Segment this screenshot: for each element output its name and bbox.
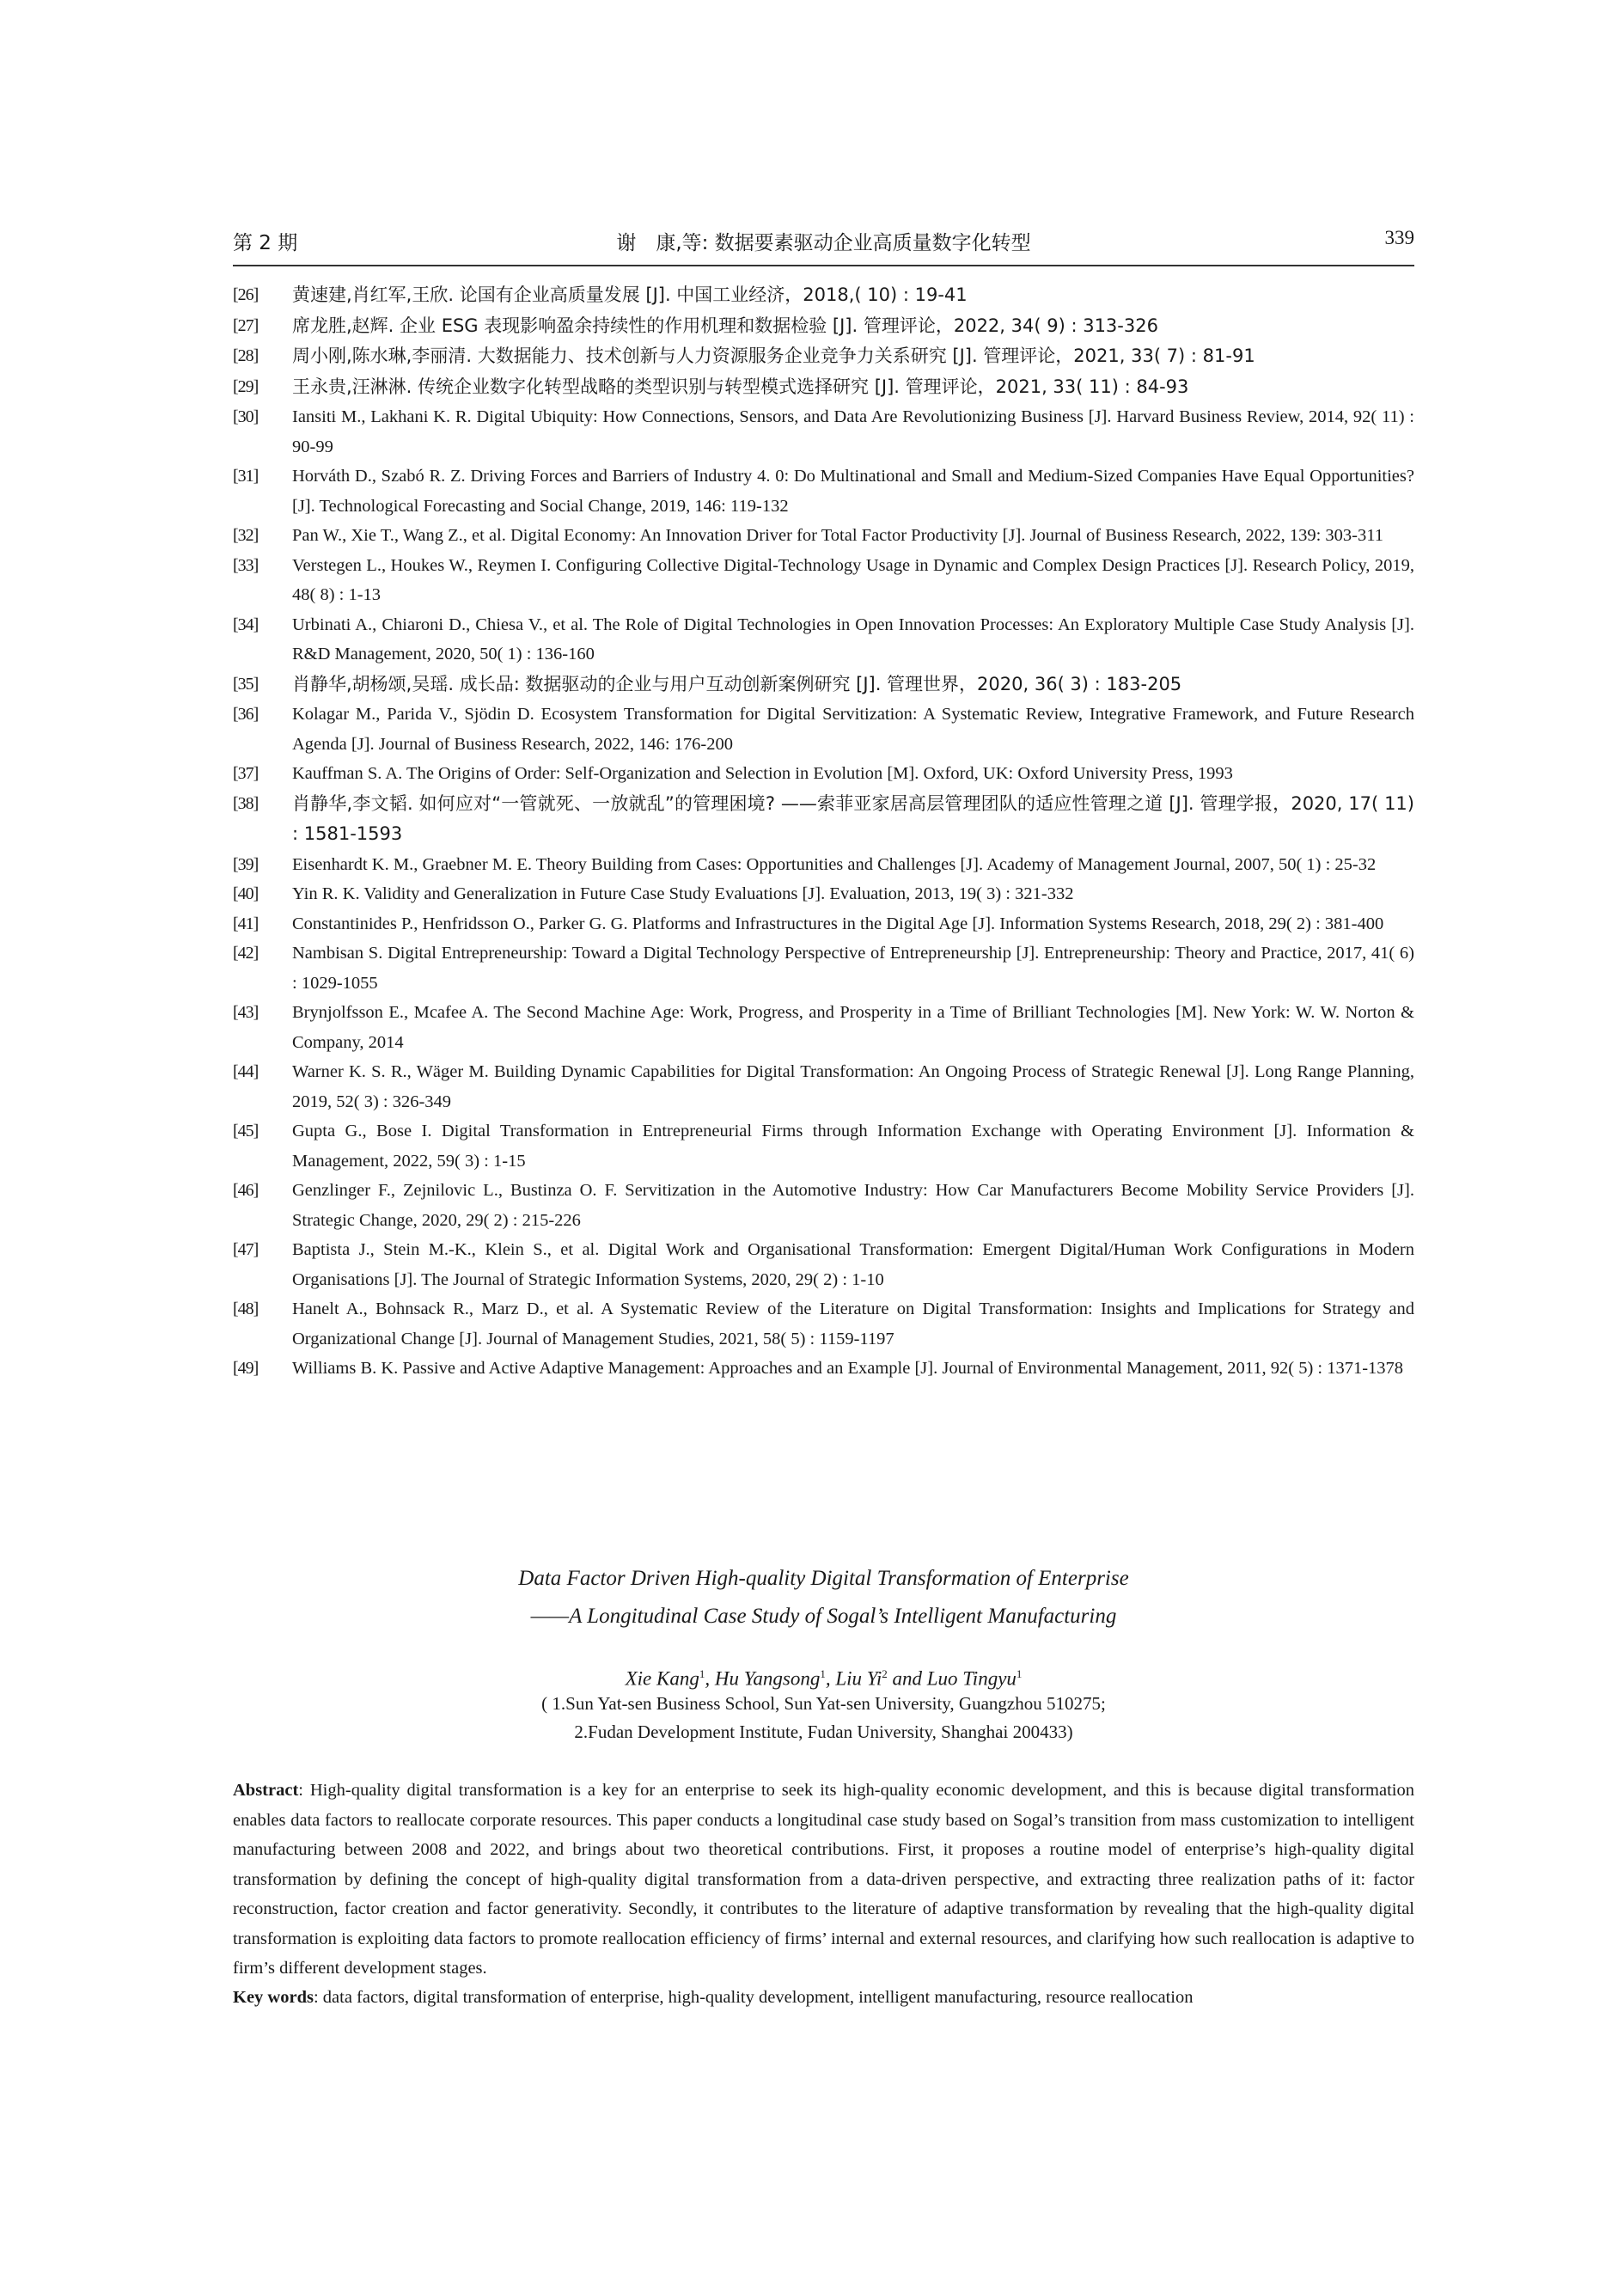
- reference-text: Genzlinger F., Zejnilovic L., Bustinza O. F. Servitization in the Automotive Industry: How Car Manufacturers Become Mobility Service Providers [J]. Strategic Change, 2020, 29( 2) : 215-226: [292, 1181, 1414, 1230]
- keywords: [233, 1983, 1414, 2013]
- reference-item: [233, 402, 1414, 462]
- reference-item: [233, 280, 1414, 311]
- reference-item: [233, 311, 1414, 342]
- reference-text: Pan W., Xie T., Wang Z., et al. Digital Economy: An Innovation Driver for Total Factor Productivity [J]. Journal of Business Research, 2022, 139: 303-311: [292, 526, 1383, 545]
- reference-text: Brynjolfsson E., Mcafee A. The Second Machine Age: Work, Progress, and Prosperity in a Time of Brilliant Technologies [M]. New York: W. W. Norton & Company, 2014: [292, 1003, 1414, 1052]
- reference-item: [233, 909, 1414, 939]
- reference-item: [233, 462, 1414, 521]
- reference-number: [40]: [233, 884, 259, 903]
- reference-text: Horváth D., Szabó R. Z. Driving Forces and Barriers of Industry 4. 0: Do Multinational and Small and Medium-Sized Companies Have Equal Opportunities? [J]. Technological Forecasting and Social Change, 2019, 146: 119-132: [292, 467, 1414, 516]
- affiliation-line-1: ( 1.Sun Yat-sen Business School, Sun Yat-sen University, Guangzhou 510275;: [541, 1693, 1106, 1714]
- abstract-text: High-quality digital transformation is a key for an enterprise to seek its high-quality economic development, and this is because digital transformation enables data factors to reallocate corporate resources. This paper conducts a longitudinal case study based on Sogal’s transition from mass customization to intelligent manufacturing between 2008 and 2022, and brings about two theoretical contributions. First, it proposes a routine model of enterprise’s high-quality digital transformation by defining the concept of high-quality digital transformation from a data-driven perspective, and extracting three realization paths of it: factor reconstruction, factor creation and factor generativity. Secondly, it contributes to the literature of adaptive transformation by revealing that the high-quality digital transformation is exploiting data factors to promote reallocation efficiency of firms’ internal and external resources, and clarifying how such reallocation is adaptive to firm’s different development stages.: [233, 1781, 1414, 1978]
- reference-text: Constantinides P., Henfridsson O., Parker G. G. Platforms and Infrastructures in the Digital Age [J]. Information Systems Research, 2018, 29( 2) : 381-400: [292, 914, 1384, 933]
- reference-number: [47]: [233, 1240, 259, 1259]
- reference-item: [233, 1235, 1414, 1294]
- issue-label: 第 2 期: [233, 232, 298, 254]
- reference-item: [233, 1116, 1414, 1176]
- reference-text: Iansiti M., Lakhani K. R. Digital Ubiquity: How Connections, Sensors, and Data Are Revolutionizing Business [J]. Harvard Business Review, 2014, 92( 11) : 90-99: [292, 407, 1414, 456]
- reference-item: [233, 521, 1414, 551]
- reference-number: [36]: [233, 705, 259, 724]
- reference-number: [42]: [233, 944, 259, 963]
- reference-text: Nambisan S. Digital Entrepreneurship: Toward a Digital Technology Perspective of Entrepreneurship [J]. Entrepreneurship: Theory and Practice, 2017, 41( 6) : 1029-1055: [292, 944, 1414, 993]
- reference-number: [38]: [233, 793, 259, 813]
- reference-item: [233, 551, 1414, 610]
- page-number: 339: [1384, 227, 1414, 248]
- reference-text: 席龙胜,赵辉. 企业 ESG 表现影响盈余持续性的作用机理和数据检验 [J]. 管理评论，2022, 34( 9) : 313-326: [292, 315, 1158, 336]
- keywords-text: data factors, digital transformation of enterprise, high-quality development, intelligent manufacturing, resource reallocation: [322, 1988, 1194, 2007]
- reference-number: [27]: [233, 315, 259, 335]
- reference-item: [233, 998, 1414, 1057]
- keywords-label: Key words: [233, 1988, 314, 2007]
- reference-text: Verstegen L., Houkes W., Reymen I. Configuring Collective Digital-Technology Usage in Dynamic and Complex Design Practices [J]. Research Policy, 2019, 48( 8) : 1-13: [292, 555, 1414, 604]
- reference-item: [233, 341, 1414, 372]
- reference-text: Eisenhardt K. M., Graebner M. E. Theory Building from Cases: Opportunities and Challenges [J]. Academy of Management Journal, 2007, 50( 1) : 25-32: [292, 854, 1377, 874]
- reference-number: [26]: [233, 285, 259, 304]
- reference-number: [30]: [233, 407, 259, 426]
- author-name: Hu Yangsong: [714, 1667, 821, 1690]
- abstract: [233, 1776, 1414, 1984]
- author-affiliation-mark: 1: [699, 1667, 705, 1680]
- author-separator: ,: [825, 1667, 836, 1690]
- reference-number: [29]: [233, 376, 259, 396]
- english-title-line-2: ——A Longitudinal Case Study of Sogal’s Intelligent Manufacturing: [530, 1605, 1117, 1628]
- reference-number: [48]: [233, 1299, 259, 1318]
- reference-text: Warner K. S. R., Wäger M. Building Dynamic Capabilities for Digital Transformation: An Ongoing Process of Strategic Renewal [J]. Long Range Planning, 2019, 52( 3) : 326-349: [292, 1062, 1414, 1111]
- reference-item: [233, 1354, 1414, 1384]
- affiliation-line-2: 2.Fudan Development Institute, Fudan University, Shanghai 200433): [574, 1721, 1073, 1742]
- reference-text: 黄速建,肖红军,王欣. 论国有企业高质量发展 [J]. 中国工业经济，2018,( 10) : 19-41: [292, 284, 968, 305]
- reference-number: [37]: [233, 764, 259, 783]
- reference-number: [39]: [233, 854, 259, 874]
- reference-text: Urbinati A., Chiaroni D., Chiesa V., et al. The Role of Digital Technologies in Open Innovation Processes: An Exploratory Multiple Case Study Analysis [J]. R&D Management, 2020, 50( 1) : 136-160: [292, 615, 1414, 664]
- reference-number: [35]: [233, 674, 259, 694]
- reference-number: [43]: [233, 1003, 259, 1022]
- page-header: [233, 222, 1414, 266]
- reference-text: 王永贵,汪淋淋. 传统企业数字化转型战略的类型识别与转型模式选择研究 [J]. 管理评论，2021, 33( 11) : 84-93: [292, 376, 1189, 397]
- reference-item: [233, 610, 1414, 670]
- affiliations: [233, 1690, 1414, 1746]
- reference-list: [233, 280, 1414, 1384]
- reference-item: [233, 939, 1414, 998]
- author-name: Luo Tingyu: [926, 1667, 1017, 1690]
- reference-item: [233, 789, 1414, 850]
- reference-number: [41]: [233, 914, 259, 933]
- reference-item: [233, 850, 1414, 880]
- reference-item: [233, 759, 1414, 789]
- reference-number: [45]: [233, 1122, 259, 1140]
- author-name: Xie Kang: [625, 1667, 699, 1690]
- reference-item: [233, 879, 1414, 909]
- reference-text: Williams B. K. Passive and Active Adaptive Management: Approaches and an Example [J]. Journal of Environmental Management, 2011, 92( 5) : 1371-1378: [292, 1359, 1404, 1378]
- author-separator: ,: [705, 1667, 715, 1690]
- author-affiliation-mark: 1: [1016, 1667, 1023, 1680]
- reference-text: 肖静华,胡杨颂,吴瑶. 成长品: 数据驱动的企业与用户互动创新案例研究 [J]. 管理世界，2020, 36( 3) : 183-205: [292, 673, 1182, 694]
- reference-text: 肖静华,李文韬. 如何应对“一管就死、一放就乱”的管理困境? ——索菲亚家居高层管理团队的适应性管理之道 [J]. 管理学报，2020, 17( 11) : 1581-1593: [292, 792, 1414, 844]
- reference-text: Yin R. K. Validity and Generalization in Future Case Study Evaluations [J]. Evaluation, 2013, 19( 3) : 321-332: [292, 884, 1074, 903]
- running-title: 谢 康,等: 数据要素驱动企业高质量数字化转型: [616, 232, 1031, 254]
- reference-item: [233, 670, 1414, 700]
- reference-number: [46]: [233, 1181, 259, 1200]
- author-affiliation-mark: 1: [820, 1667, 826, 1680]
- reference-item: [233, 1176, 1414, 1235]
- abstract-colon: :: [298, 1781, 310, 1800]
- english-title: [233, 1560, 1414, 1636]
- english-title-line-1: Data Factor Driven High-quality Digital Transformation of Enterprise: [518, 1567, 1129, 1590]
- reference-text: Kolagar M., Parida V., Sjödin D. Ecosystem Transformation for Digital Servitization: A Systematic Review, Integrative Framework, and Future Research Agenda [J]. Journal of Business Research, 2022, 146: 176-200: [292, 705, 1414, 754]
- author-name: Liu Yi: [835, 1667, 882, 1690]
- reference-text: Baptista J., Stein M.-K., Klein S., et al. Digital Work and Organisational Transformation: Emergent Digital/Human Work Configurations in Modern Organisations [J]. The Journal of Strategic Information Systems, 2020, 29( 2) : 1-10: [292, 1240, 1414, 1289]
- author-separator: and: [887, 1667, 927, 1690]
- reference-text: Hanelt A., Bohnsack R., Marz D., et al. A Systematic Review of the Literature on Digital Transformation: Insights and Implications for Strategy and Organizational Change [J]. Journal of Management Studies, 2021, 58( 5) : 1159-1197: [292, 1299, 1414, 1348]
- reference-item: [233, 1057, 1414, 1116]
- reference-number: [28]: [233, 346, 259, 365]
- reference-item: [233, 700, 1414, 759]
- reference-number: [31]: [233, 467, 259, 486]
- reference-text: 周小刚,陈水琳,李丽清. 大数据能力、技术创新与人力资源服务企业竞争力关系研究 [J]. 管理评论，2021, 33( 7) : 81-91: [292, 346, 1255, 366]
- reference-number: [32]: [233, 526, 259, 545]
- reference-number: [34]: [233, 615, 259, 634]
- author-affiliation-mark: 2: [882, 1667, 888, 1680]
- reference-number: [44]: [233, 1062, 259, 1081]
- reference-item: [233, 372, 1414, 403]
- reference-number: [33]: [233, 555, 259, 575]
- keywords-colon: :: [313, 1988, 323, 2007]
- reference-text: Gupta G., Bose I. Digital Transformation in Entrepreneurial Firms through Information Exchange with Operating Environment [J]. Information & Management, 2022, 59( 3) : 1-15: [292, 1122, 1414, 1171]
- reference-number: [49]: [233, 1359, 259, 1378]
- reference-text: Kauffman S. A. The Origins of Order: Self-Organization and Selection in Evolution [M]. Oxford, UK: Oxford University Press, 1993: [292, 764, 1233, 783]
- reference-item: [233, 1294, 1414, 1354]
- abstract-label: Abstract: [233, 1781, 299, 1800]
